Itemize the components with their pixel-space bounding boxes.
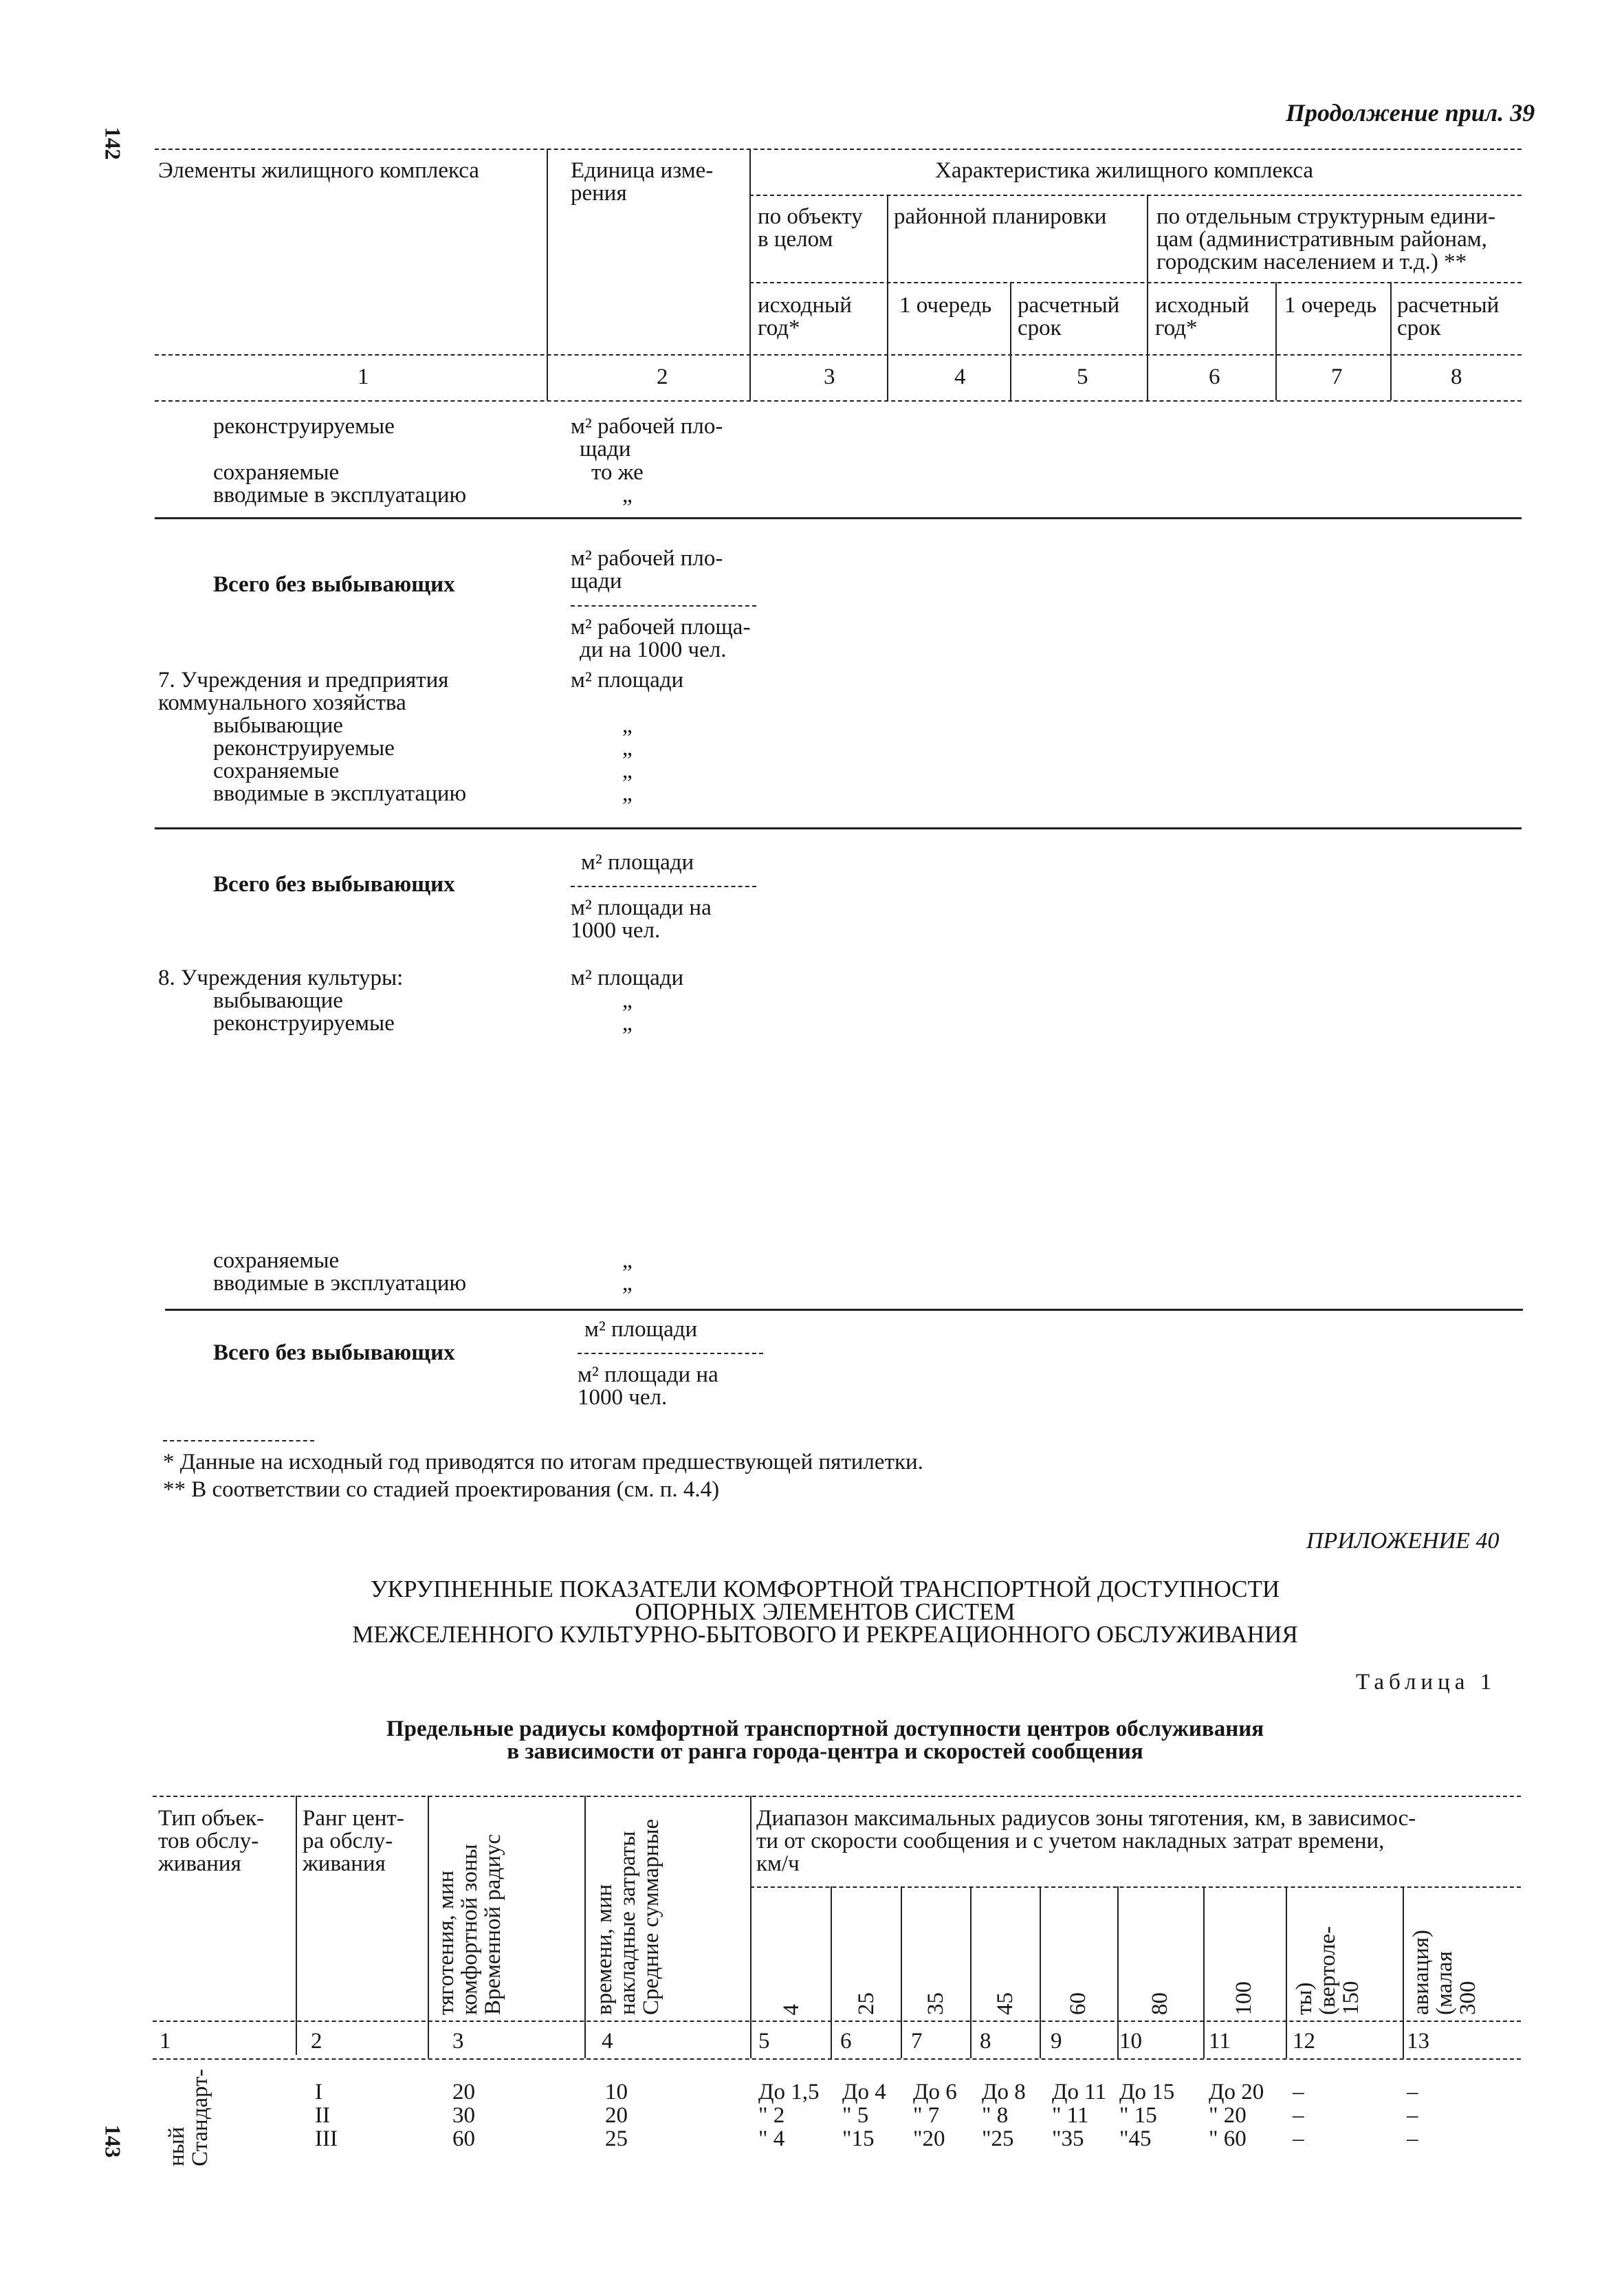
cell-radius: "20 [913,2126,945,2151]
row-commissioned: вводимые в эксплуатацию [213,781,467,806]
cell-rank: II [315,2103,330,2128]
header-unit-l2: рения [571,181,627,206]
header-by-object-l2: в целом [758,227,833,252]
col-number: 5 [758,2029,770,2054]
cell-radius: До 11 [1052,2080,1107,2104]
header-stage1: 1 очередь [899,293,992,318]
cell-overhead: 20 [605,2103,628,2128]
total1-unit-l1: м² рабочей пло- [571,546,723,571]
header-initial-l2: год* [758,316,800,340]
col-number: 8 [1451,364,1462,389]
sec7-unit: м² площади [571,668,684,693]
col-number: 4 [602,2029,613,2054]
cell-radius: "15 [842,2126,875,2151]
col-number: 7 [1331,364,1343,389]
speed-value: 25 [854,1992,879,2015]
title-line-2: ОПОРНЫХ ЭЛЕМЕНТОВ СИСТЕМ [635,1598,1016,1625]
cell-time-radius: 30 [452,2103,475,2128]
header-initial-2-l1: исходный [1155,293,1249,318]
type-standard [165,2070,212,2166]
header-cost-l1: Средние суммарные [639,1818,663,2015]
header-type-l2: тов обслу- [158,1829,259,1853]
cell-overhead: 25 [605,2126,628,2151]
total1-unit-l2: щади [571,569,622,594]
total2-unit-l3: 1000 чел. [571,918,661,943]
col-number: 8 [980,2029,991,2054]
header-by-object-l1: по объекту [758,204,863,229]
header-initial-2-l2: год* [1155,316,1198,340]
speed-header [1232,1953,1255,2015]
row-reconstr-unit-l1: м² рабочей пло- [571,414,723,439]
speed-header [1148,1953,1172,2015]
speed-value: 35 [923,1992,948,2015]
row-reconstr: реконструируемые [213,1011,395,1036]
speed-header-300 [1409,1898,1480,2015]
ditto: „ [622,483,633,508]
cell-radius: До 8 [982,2080,1026,2104]
col-number: 11 [1209,2029,1231,2054]
col-number: 3 [452,2029,464,2054]
speed-value: 4 [779,2003,804,2015]
total3-unit-l1: м² площади [584,1317,698,1342]
cell-radius: " 11 [1052,2103,1089,2128]
header-calc-2-l2: срок [1397,316,1441,340]
cell-radius: – [1407,2126,1418,2151]
cell-radius: " 7 [913,2103,940,2128]
row-leaving: выбывающие [213,713,343,738]
speed-value: 45 [993,1992,1018,2015]
cell-radius: " 5 [842,2103,869,2128]
total2-unit-l2: м² площади на [571,895,712,920]
cell-time-radius: 20 [452,2080,475,2104]
total2-unit-l1: м² площади [581,850,694,875]
header-time-l2: комфортной зоны [457,1844,482,2015]
header-rank-l2: ра обслу- [303,1829,393,1853]
ditto: „ [622,759,633,783]
table-label: Таблица 1 [1356,1670,1497,1695]
row-leaving: выбывающие [213,988,343,1013]
total3-unit-l2: м² площади на [578,1362,718,1387]
col-number: 6 [840,2029,852,2054]
header-overhead-time [593,1809,663,2015]
cell-radius: " 20 [1209,2103,1247,2128]
footnote-1: * Данные на исходный год приводятся по итогам предшествующей пятилетки. [163,1450,923,1474]
title-line-1: УКРУПНЕННЫЕ ПОКАЗАТЕЛИ КОМФОРТНОЙ ТРАНСПОРТНОЙ ДОСТУПНОСТИ [370,1576,1280,1602]
header-calc-l1: расчетный [1018,293,1120,318]
total1-unit-l3: м² рабочей площа- [571,615,751,640]
header-range-l2: ти от скорости сообщения и с учетом накладных затрат времени, [756,1829,1385,1853]
sec8-unit: м² площади [571,966,684,990]
row-reconstr: реконструируемые [213,736,395,761]
cell-overhead: 10 [605,2080,628,2104]
header-stage1-2: 1 очередь [1284,293,1377,318]
cell-radius: " 15 [1119,2103,1157,2128]
cell-radius: – [1293,2080,1304,2104]
header-elements: Элементы жилищного комплекса [158,158,479,183]
appendix-label: ПРИЛОЖЕНИЕ 40 [1306,1528,1500,1554]
header-calc-2-l1: расчетный [1397,293,1500,318]
col-number: 13 [1407,2029,1429,2054]
cell-radius: " 2 [758,2103,785,2128]
ditto: „ [622,736,633,761]
row-commissioned: вводимые в эксплуатацию [213,483,467,508]
header-struct-l3: городским населением и т.д.) ** [1156,250,1467,274]
row-kept: сохраняемые [213,1248,340,1273]
cell-radius: "45 [1119,2126,1152,2151]
row-kept: сохраняемые [213,759,340,783]
continuation-label: Продолжение прил. 39 [1286,99,1535,127]
col-number: 2 [311,2029,322,2054]
header-rank-l1: Ранг цент- [303,1806,404,1831]
total3-unit-l3: 1000 чел. [578,1385,668,1410]
row-kept: сохраняемые [213,460,340,485]
cell-radius: – [1407,2080,1418,2104]
col-number: 3 [824,364,835,389]
page-number-top: 142 [100,127,126,160]
header-range-l1: Диапазон максимальных радиусов зоны тяготения, км, в зависимос- [756,1806,1416,1831]
speed150-l3: ты) [1292,1982,1317,2015]
total3-label: Всего без выбывающих [213,1340,455,1365]
speed300-l2: (малая [1432,1951,1457,2015]
sec8-label: 8. Учреждения культуры: [158,966,404,990]
header-rank-l3: живания [303,1851,386,1876]
cell-radius: " 8 [982,2103,1009,2128]
speed-header [780,1953,803,2015]
ditto: „ [622,1011,633,1036]
cell-rank: III [315,2126,338,2151]
ditto: „ [622,1271,633,1296]
header-characteristic: Характеристика жилищного комплекса [935,158,1314,183]
footnote-2: ** В соответствии со стадией проектирования (см. п. 4.4) [163,1477,720,1502]
ditto: „ [622,1248,633,1273]
speed-value: 60 [1066,1992,1090,2015]
cell-radius: "35 [1052,2126,1084,2151]
speed-header [924,1953,947,2015]
cell-radius: – [1293,2126,1304,2151]
col-number: 5 [1077,364,1088,389]
header-cost-l3: времени, мин [592,1884,617,2015]
header-district-planning: районной планировки [894,204,1107,229]
col-number: 10 [1119,2029,1142,2054]
type-l1: Стандарт- [188,2069,212,2166]
cell-time-radius: 60 [452,2126,475,2151]
header-struct-l1: по отдельным структурным едини- [1156,204,1495,229]
speed-header [994,1953,1017,2015]
ditto: „ [622,988,633,1013]
cell-radius: – [1293,2103,1304,2128]
speed-header [1066,1953,1090,2015]
speed300-l3: авиация) [1409,1929,1434,2015]
sec7-l2: коммунального хозяйства [158,690,406,715]
caption-line-1: Предельные радиусы комфортной транспортной доступности центров обслуживания [386,1717,1264,1741]
cell-radius: До 1,5 [758,2080,820,2104]
speed300-l1: 300 [1456,1981,1480,2015]
col-number: 9 [1051,2029,1062,2054]
cell-radius: До 20 [1209,2080,1264,2104]
speed-value: 100 [1231,1981,1256,2015]
row-commissioned: вводимые в эксплуатацию [213,1271,467,1296]
header-time-radius [435,1809,505,2015]
speed-header [855,1953,878,2015]
header-time-l1: Временной радиус [481,1833,505,2015]
col-number: 1 [160,2029,171,2054]
page-number-bottom: 143 [100,2124,126,2158]
col-number: 1 [358,364,369,389]
type-l2: ный [164,2126,189,2166]
cell-radius: – [1407,2103,1418,2128]
speed150-l2: (вертоле- [1315,1926,1340,2015]
cell-radius: " 60 [1209,2126,1247,2151]
total2-label: Всего без выбывающих [213,872,455,897]
header-type-l3: живания [158,1851,241,1876]
header-initial-l1: исходный [758,293,852,318]
row-reconstr: реконструируемые [213,414,395,439]
speed150-l1: 150 [1339,1981,1363,2015]
col-number: 6 [1209,364,1220,389]
header-unit-l1: Единица изме- [571,158,714,183]
header-calc-l2: срок [1018,316,1062,340]
cell-radius: До 6 [913,2080,957,2104]
header-range-l3: км/ч [756,1851,800,1876]
caption-line-2: в зависимости от ранга города-центра и скоростей сообщения [507,1739,1143,1764]
cell-radius: До 15 [1119,2080,1175,2104]
header-struct-l2: цам (административным районам, [1156,227,1487,252]
col-number: 7 [911,2029,923,2054]
cell-radius: До 4 [842,2080,886,2104]
ditto: „ [622,781,633,806]
header-cost-l2: накладные затраты [615,1831,640,2015]
speed-header-150 [1293,1898,1363,2015]
header-type-l1: Тип объек- [158,1806,265,1831]
title-line-3: МЕЖСЕЛЕННОГО КУЛЬТУРНО-БЫТОВОГО И РЕКРЕАЦИОННОГО ОБСЛУЖИВАНИЯ [352,1621,1298,1648]
ditto: „ [622,713,633,738]
total1-unit-l4: ди на 1000 чел. [580,638,727,662]
total1-label: Всего без выбывающих [213,572,455,597]
col-number: 2 [657,364,668,389]
sec7-l1: 7. Учреждения и предприятия [158,668,449,693]
speed-value: 80 [1148,1992,1172,2015]
col-number: 12 [1293,2029,1315,2054]
cell-rank: I [315,2080,322,2104]
header-time-l3: тяготения, мин [434,1870,459,2015]
cell-radius: " 4 [758,2126,785,2151]
col-number: 4 [954,364,966,389]
cell-radius: "25 [982,2126,1014,2151]
row-reconstr-unit-l2: щади [580,437,631,461]
row-kept-unit: то же [591,460,644,485]
